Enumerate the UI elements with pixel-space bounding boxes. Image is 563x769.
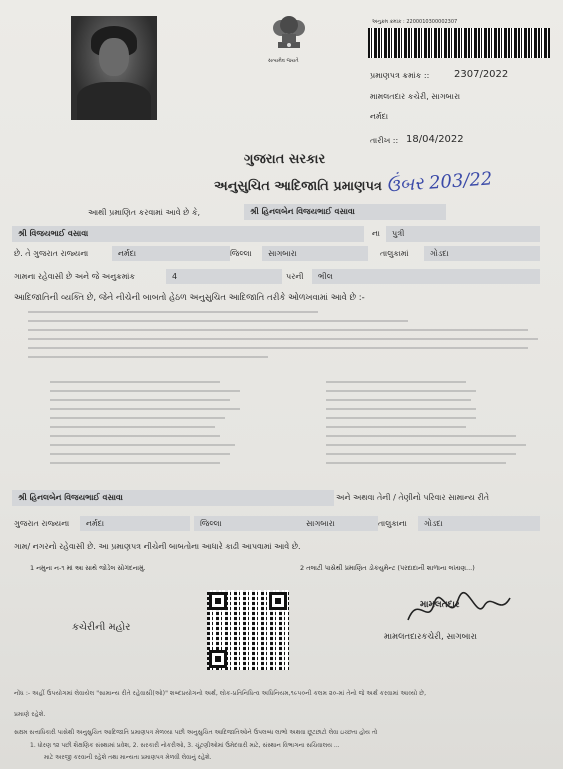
district-label: જિલ્લા (230, 249, 252, 258)
footer-usage: સક્ષમ સત્તાધિકારી પાસેથી અનુસુચિત આદિજાતિ પ્રમાણપત્ર મેળવ્યા પછી અનુસુચિત આદિજાતિઓને ઉપલબ્ધ લાભો અથવા છૂટછાટો લેવા ઇચ્છતા હોય તો (14, 729, 378, 736)
applicant-photo (71, 16, 157, 120)
issuing-district: નર્મદા (370, 112, 389, 121)
issuing-office: મામલતદાર કચેરી, સાગબારા (370, 92, 461, 101)
serial-number: અનુક્રમ ક્રમાંક : 2200010300002307 (372, 19, 458, 25)
handwritten-reference: ઉંબર 203/22 (385, 168, 494, 197)
relation: પુત્રી (386, 226, 540, 242)
certificate-title: અનુસુચિત આદિજાતિ પ્રમાણપત્ર (214, 179, 382, 194)
state2-text: ગુજરાત રાજ્યના (14, 519, 70, 528)
taluka2-label: તાલુકાના (378, 519, 407, 528)
footer-usage-items: 1. ધોરણ ૧૨ પછી શૈક્ષણિક સંસ્થામાં પ્રવેશ, 2. સરકારી નોકરીઓ, 3. ચૂંટણીઓમાં ઉમેદવારી માટે, સંસ્થાન વિભાગના સચિવાલય ... (30, 742, 340, 749)
taluka-label: તાલુકામાં (380, 249, 409, 258)
recognized-text: આદિજાતિની વ્યક્તિ છે, જેને નીચેની બાબતો હેઠળ અનુસુચિત આદિજાતિ તરીકે ઓળખવામાં આવે છે :- (14, 293, 365, 303)
footer-note-2: પ્રમાણે રહેશે. (14, 711, 46, 718)
caste-word: પરની (286, 272, 304, 281)
village-text: ગામના રહેવાસી છે અને જે અનુક્રમાંક (14, 272, 136, 281)
barcode (368, 28, 550, 58)
footer-usage-end: માટે અરજી કરવાની રહેશે તથા માન્યતા પ્રમાણપત્ર મેળવી લેવાનું રહેશે. (44, 754, 212, 761)
certificate-number-label: પ્રમાણપત્ર ક્રમાંક :: (370, 71, 430, 80)
issue-date: 18/04/2022 (406, 134, 464, 145)
office-stamp-label: કચેરીની મહોર (72, 622, 131, 633)
signature-text: મામલતદાર (420, 600, 460, 610)
qr-code (207, 590, 289, 670)
village-value: ગોડદા (424, 246, 540, 261)
residence-text: ગામ/ નગરનો રહેવાસી છે. આ પ્રમાણપત્ર નીચેની બાબતોના આધારે કાઢી આપવામાં આવે છે. (14, 542, 301, 551)
village2-value: ગોડદા (418, 516, 540, 531)
district-value: નર્મદા (112, 246, 230, 261)
taluka2-value: સાગબારા (300, 516, 378, 531)
relation-word: ના (372, 229, 380, 238)
person-name: શ્રી હિનલબેન વિજયભાઈ વસાવા (244, 204, 446, 220)
date-label: તારીખ :: (370, 136, 399, 145)
taluka-value: સાગબારા (262, 246, 368, 261)
caste-value: ભીલ (312, 269, 540, 284)
certificate-number: 2307/2022 (454, 69, 509, 80)
father-name: શ્રી વિજયભાઈ વસાવા (12, 226, 364, 242)
basis-1: 1 નમુના ન-૧ માં આ સાથે જોડેલ સોગંદનામું. (30, 564, 146, 572)
footer-note: નોંધ :- અહીં ઉપયોગમાં લેવાયેલ "સામાન્ય રીતે રહેવાસી(ઓ)" શબ્દપ્રયોગનો અર્થ, લોક-પ્રતિનિધિત્વ અધિનિયમ,૧૯૫૦ની કલમ ૨૦-માં તેનો જે અર્થ કરવામાં આવ્યો છે, (14, 690, 427, 697)
district2-value: નર્મદા (80, 516, 190, 531)
certify-text: આથી પ્રમાણિત કરવામાં આવે છે કે, (88, 208, 201, 217)
district2-label: જિલ્લા (194, 516, 300, 531)
family-text: અને અથવા તેની / તેણીનો પરિવાર સામાન્ય રીતે (336, 493, 490, 502)
signatory-office: મામલતદારકચેરી, સાગબારા (384, 632, 477, 642)
serial-no-value: 4 (166, 269, 282, 284)
emblem-motto: સત્યમેવ જયતે (268, 58, 299, 64)
basis-2: 2 તલાટી પાસેથી પ્રમાણિત ડોકયુમેન્ટ (પરદાદાની શાળાના લખાણ...) (300, 564, 475, 572)
national-emblem-icon (264, 8, 314, 64)
second-person-name: શ્રી હિનલબેન વિજયભાઈ વસાવા (12, 490, 334, 506)
state-text: છે. તે ગુજરાત રાજ્યના (14, 249, 89, 258)
government-title: ગુજરાત સરકાર (244, 152, 326, 167)
signature-scribble-icon (404, 590, 514, 630)
